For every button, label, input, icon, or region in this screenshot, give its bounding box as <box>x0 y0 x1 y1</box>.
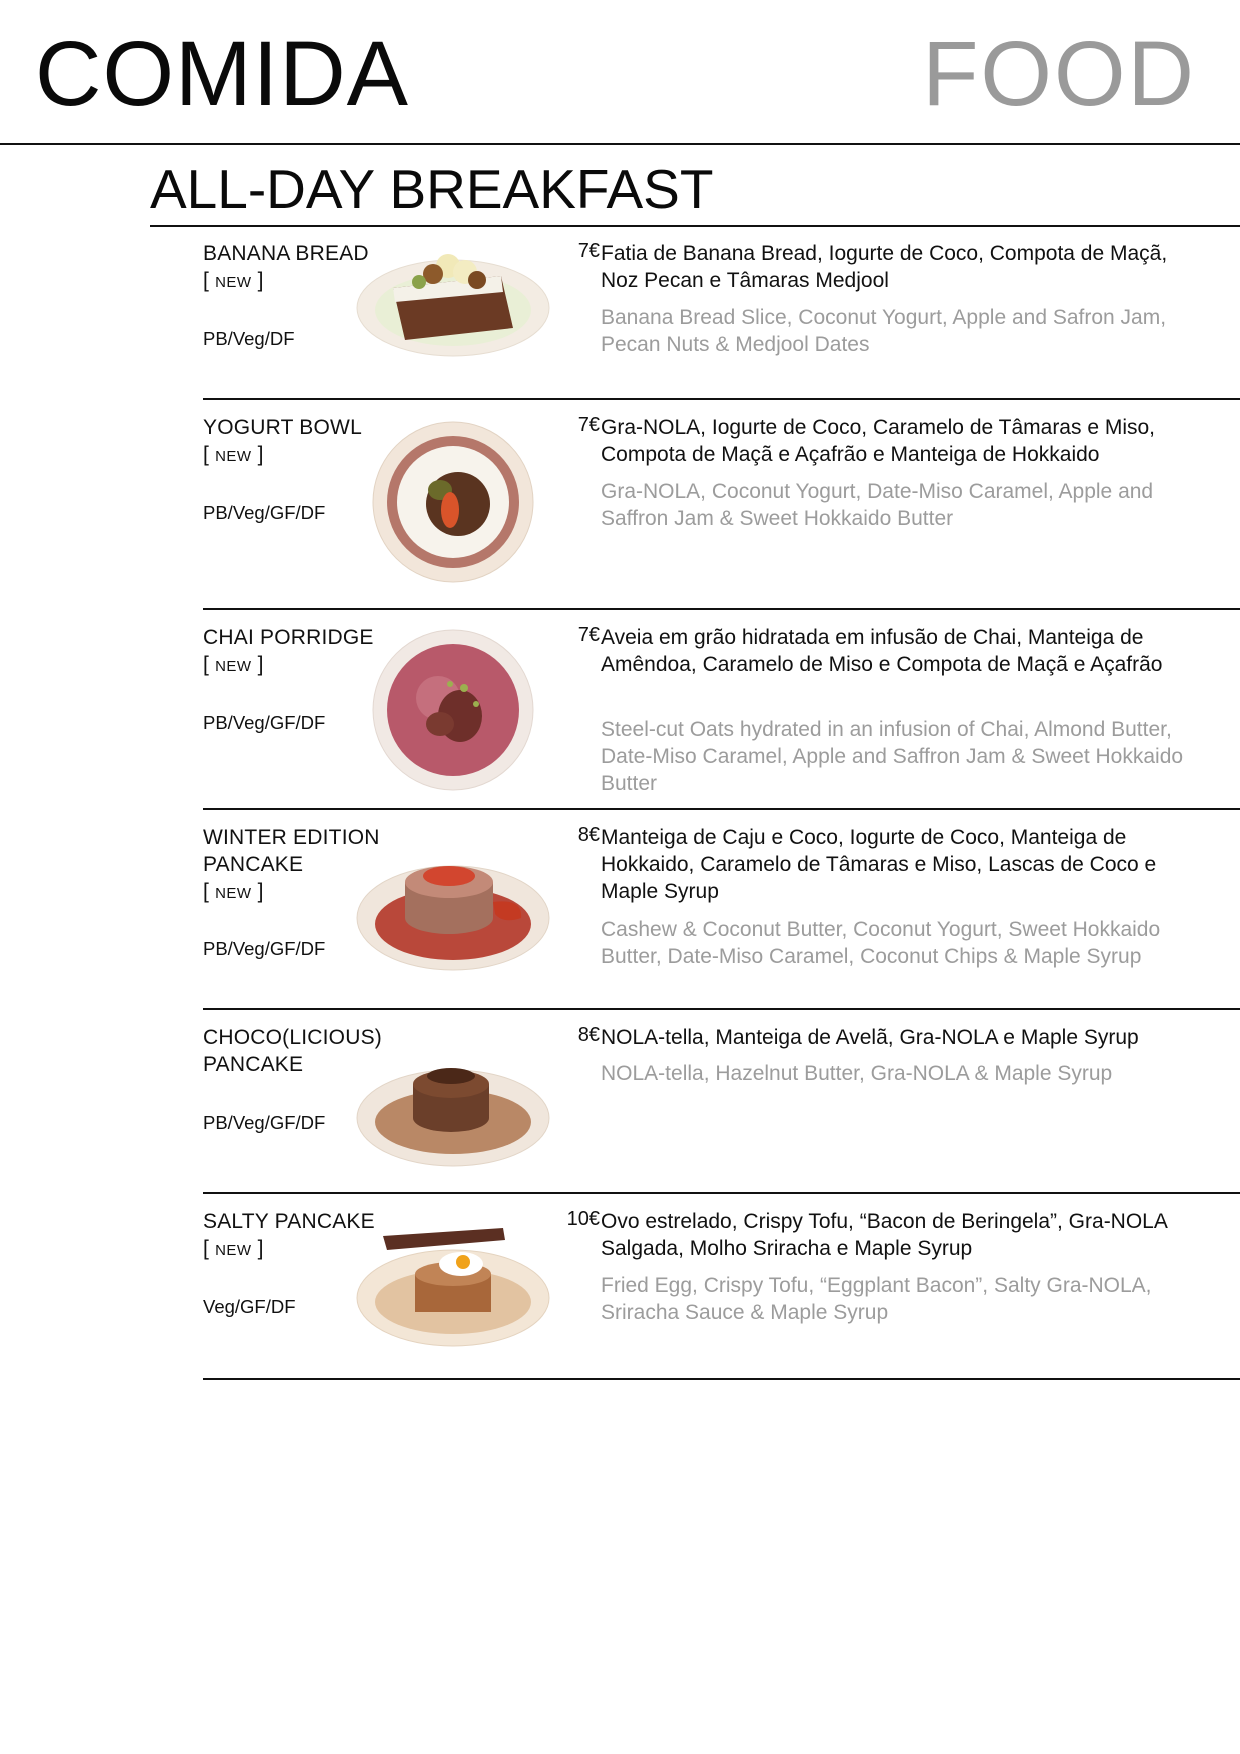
new-label: NEW <box>215 1242 252 1259</box>
salty-pancake-photo <box>353 1216 553 1351</box>
winter-pancake-photo <box>353 840 553 975</box>
item-name <box>203 624 383 680</box>
item-name-text: WINTER EDITION PANCAKE <box>203 826 380 876</box>
menu-item-chai-porridge <box>203 610 1240 810</box>
item-price: 7€ <box>577 240 600 262</box>
item-description-en: Fried Egg, Crispy Tofu, “Eggplant Bacon”, Salty Gra-NOLA, Sriracha Sauce & Maple Syrup <box>601 1274 1152 1324</box>
item-description-pt: Ovo estrelado, Crispy Tofu, “Bacon de Beringela”, Gra-NOLA Salgada, Molho Sriracha e Maple Syrup <box>601 1210 1167 1260</box>
menu-item-winter-edition-pancake <box>203 810 1240 1010</box>
item-diet: PB/Veg/DF <box>203 328 295 349</box>
item-diet: PB/Veg/GF/DF <box>203 938 326 959</box>
item-description-en: Banana Bread Slice, Coconut Yogurt, Apple and Safron Jam, Pecan Nuts & Medjool Dates <box>601 306 1167 356</box>
menu-item-banana-bread <box>203 226 1240 400</box>
item-price: 7€ <box>577 414 600 436</box>
item-price: 8€ <box>577 1024 600 1046</box>
item-name-text: YOGURT BOWL <box>203 416 362 439</box>
new-badge: [ NEW ] <box>203 443 264 466</box>
menu-item-yogurt-bowl <box>203 400 1240 610</box>
item-price: 7€ <box>577 624 600 646</box>
item-description-en: NOLA-tella, Hazelnut Butter, Gra-NOLA & Maple Syrup <box>601 1062 1113 1085</box>
title-english: FOOD <box>922 23 1196 125</box>
chai-porridge-photo <box>368 628 538 793</box>
item-diet: Veg/GF/DF <box>203 1296 296 1317</box>
new-badge: [ NEW ] <box>203 880 264 903</box>
item-description-en: Gra-NOLA, Coconut Yogurt, Date-Miso Caramel, Apple and Saffron Jam & Sweet Hokkaido Butter <box>601 480 1154 530</box>
item-divider <box>203 1378 1240 1380</box>
item-diet: PB/Veg/GF/DF <box>203 712 326 733</box>
new-badge: [ NEW ] <box>203 269 264 292</box>
banana-bread-photo <box>353 236 553 361</box>
new-badge: [ NEW ] <box>203 1237 264 1260</box>
item-name-text: CHAI PORRIDGE <box>203 626 374 649</box>
item-name-text: BANANA BREAD <box>203 242 369 265</box>
item-description-en: Cashew & Coconut Butter, Coconut Yogurt, Sweet Hokkaido Butter, Date-Miso Caramel, Coconut Chips & Maple Syrup <box>601 918 1161 968</box>
item-name-text: SALTY PANCAKE <box>203 1210 375 1233</box>
item-diet: PB/Veg/GF/DF <box>203 1112 326 1133</box>
header-divider <box>0 143 1240 145</box>
title-portuguese: COMIDA <box>35 23 409 125</box>
new-label: NEW <box>215 448 252 465</box>
item-diet: PB/Veg/GF/DF <box>203 502 326 523</box>
new-badge: [ NEW ] <box>203 653 264 676</box>
item-description-pt: Gra-NOLA, Iogurte de Coco, Caramelo de Tâmaras e Miso, Compota de Maçã e Açafrão e Manteiga de Hokkaido <box>601 416 1156 466</box>
item-name-text: CHOCO(LICIOUS) PANCAKE <box>203 1026 382 1076</box>
item-price: 10€ <box>566 1208 600 1230</box>
item-description-pt: Aveia em grão hidratada em infusão de Chai, Manteiga de Amêndoa, Caramelo de Miso e Compota de Maçã e Açafrão <box>601 626 1163 676</box>
new-label: NEW <box>215 885 252 902</box>
yogurt-bowl-photo <box>368 420 538 585</box>
section-title: ALL-DAY BREAKFAST <box>150 158 714 220</box>
new-label: NEW <box>215 658 252 675</box>
item-description-pt: Fatia de Banana Bread, Iogurte de Coco, Compota de Maçã, Noz Pecan e Tâmaras Medjool <box>601 242 1168 292</box>
menu-item-chocolicious-pancake <box>203 1010 1240 1194</box>
item-name <box>203 414 383 470</box>
new-label: NEW <box>215 274 252 291</box>
item-description-pt: NOLA-tella, Manteiga de Avelã, Gra-NOLA e Maple Syrup <box>601 1026 1139 1049</box>
menu-item-salty-pancake <box>203 1194 1240 1380</box>
choco-pancake-photo <box>353 1046 553 1171</box>
item-price: 8€ <box>577 824 600 846</box>
item-description-pt: Manteiga de Caju e Coco, Iogurte de Coco, Manteiga de Hokkaido, Caramelo de Tâmaras e Miso, Lascas de Coco e Maple Syrup <box>601 826 1157 903</box>
item-description-en: Steel-cut Oats hydrated in an infusion of Chai, Almond Butter, Date-Miso Caramel, Apple and Saffron Jam & Sweet Hokkaido Butter <box>601 718 1184 795</box>
